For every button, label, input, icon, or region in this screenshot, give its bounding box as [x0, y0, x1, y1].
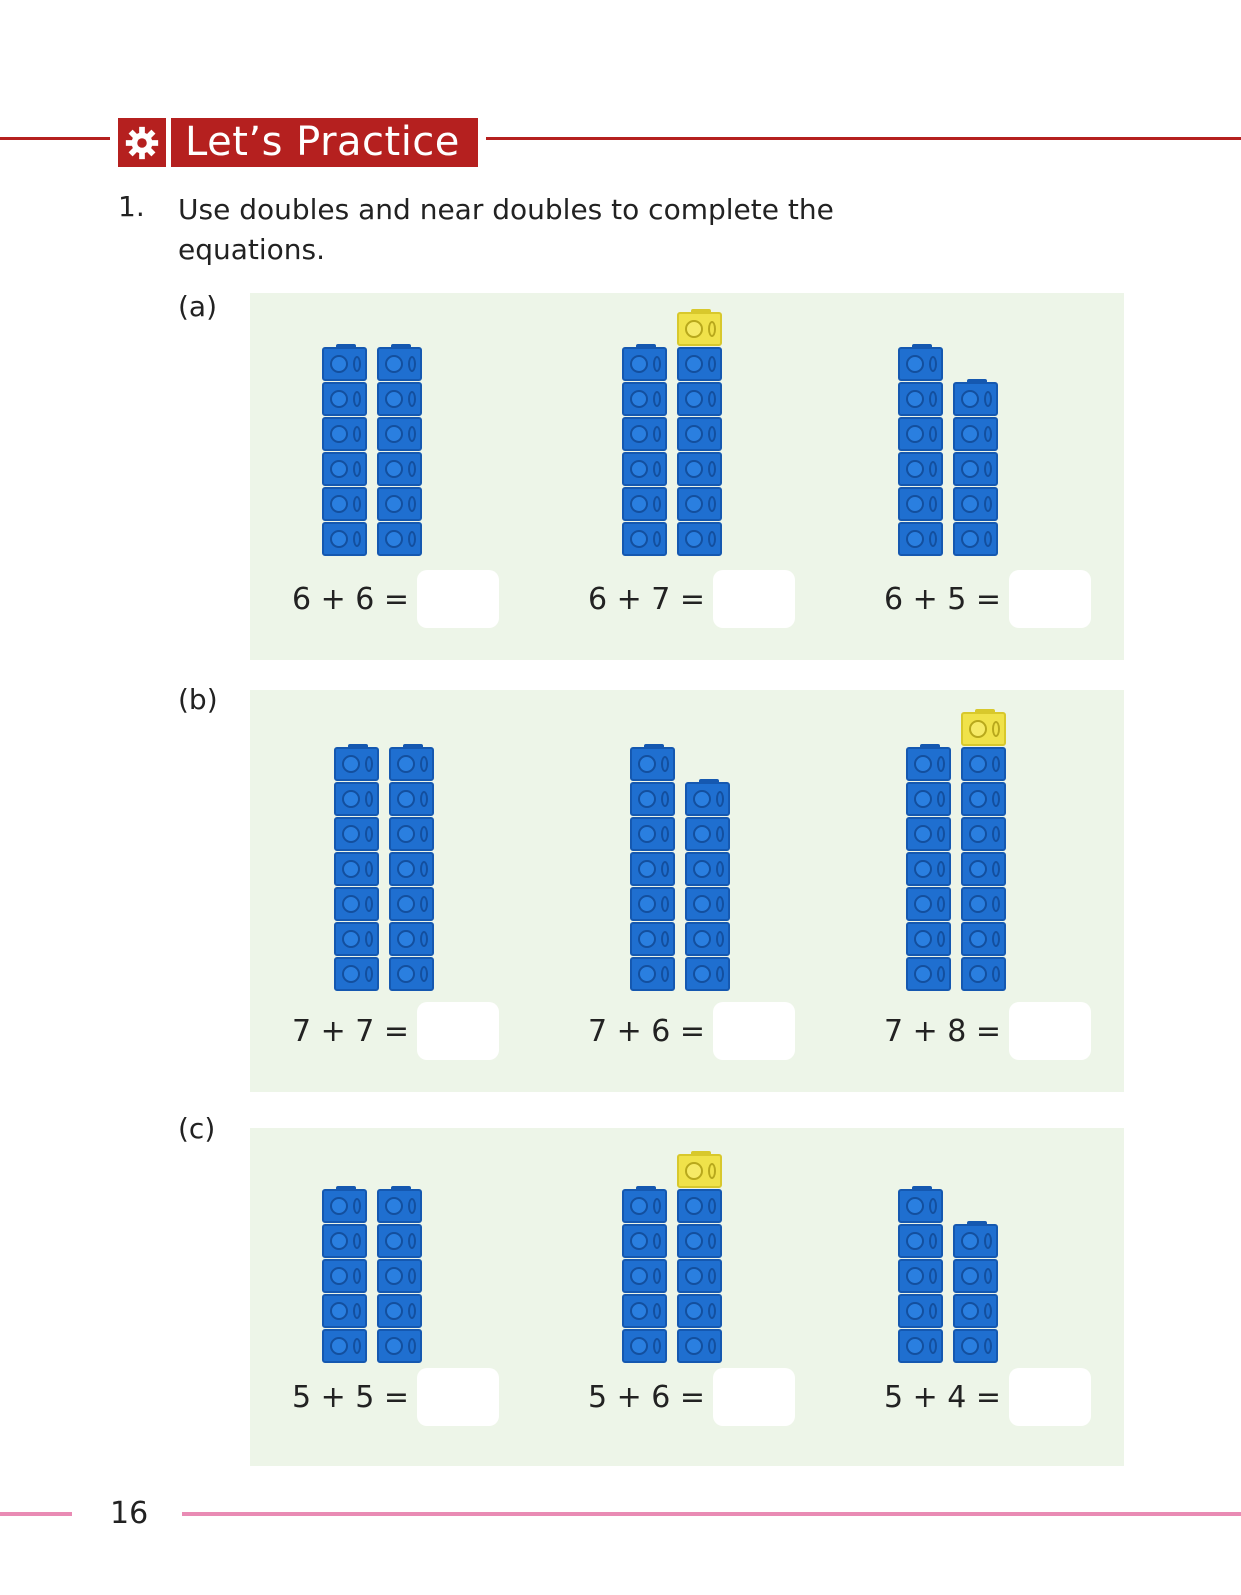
blue-cube — [322, 417, 367, 451]
blue-cube — [389, 817, 434, 851]
blue-cube — [898, 347, 943, 381]
blue-cube — [622, 1259, 667, 1293]
blue-cube — [389, 887, 434, 921]
blue-cube — [953, 522, 998, 556]
blue-cube — [685, 887, 730, 921]
answer-box[interactable] — [1009, 570, 1091, 628]
blue-cube — [953, 382, 998, 416]
blue-cube — [622, 452, 667, 486]
blue-cube — [322, 487, 367, 521]
header-rule-right — [486, 137, 1241, 140]
yellow-cube — [677, 312, 722, 346]
blue-cube — [906, 922, 951, 956]
blue-cube — [622, 417, 667, 451]
blue-cube — [677, 522, 722, 556]
equation-text: 5 + 6 = — [588, 1379, 706, 1415]
blue-cube — [622, 1224, 667, 1258]
blue-cube — [898, 417, 943, 451]
blue-cube — [685, 817, 730, 851]
blue-cube — [630, 747, 675, 781]
blue-cube — [322, 1294, 367, 1328]
blue-cube — [898, 1329, 943, 1363]
blue-cube — [622, 1189, 667, 1223]
blue-cube — [389, 922, 434, 956]
footer-rule-left — [0, 1512, 72, 1516]
blue-cube — [322, 1259, 367, 1293]
page-number: 16 — [110, 1496, 149, 1531]
blue-cube — [389, 957, 434, 991]
blue-cube — [377, 1224, 422, 1258]
blue-cube — [677, 487, 722, 521]
blue-cube — [322, 1329, 367, 1363]
part-label-c: (c) — [178, 1112, 216, 1145]
equation-a3 — [884, 570, 1091, 628]
blue-cube — [377, 1259, 422, 1293]
panel-b — [250, 690, 1124, 1092]
gear-icon — [123, 124, 161, 162]
blue-cube — [953, 1329, 998, 1363]
blue-cube — [334, 852, 379, 886]
blue-cube — [389, 852, 434, 886]
blue-cube — [322, 1224, 367, 1258]
equation-b1 — [292, 1002, 499, 1060]
blue-cube — [322, 382, 367, 416]
blue-cube — [377, 347, 422, 381]
question-number: 1. — [118, 190, 145, 223]
answer-box[interactable] — [417, 1368, 499, 1426]
blue-cube — [677, 1294, 722, 1328]
blue-cube — [334, 817, 379, 851]
equation-text: 7 + 7 = — [292, 1013, 410, 1049]
equation-text: 7 + 8 = — [884, 1013, 1002, 1049]
blue-cube — [377, 382, 422, 416]
part-label-a: (a) — [178, 290, 218, 323]
blue-cube — [334, 782, 379, 816]
yellow-cube — [677, 1154, 722, 1188]
answer-box[interactable] — [713, 1368, 795, 1426]
blue-cube — [898, 522, 943, 556]
equation-c2 — [588, 1368, 795, 1426]
blue-cube — [953, 1259, 998, 1293]
blue-cube — [322, 347, 367, 381]
blue-cube — [622, 1329, 667, 1363]
blue-cube — [630, 887, 675, 921]
blue-cube — [334, 747, 379, 781]
blue-cube — [630, 782, 675, 816]
blue-cube — [898, 452, 943, 486]
answer-box[interactable] — [1009, 1002, 1091, 1060]
answer-box[interactable] — [417, 1002, 499, 1060]
blue-cube — [953, 1294, 998, 1328]
blue-cube — [677, 452, 722, 486]
blue-cube — [322, 1189, 367, 1223]
blue-cube — [377, 522, 422, 556]
header-badge — [118, 118, 166, 167]
blue-cube — [898, 1224, 943, 1258]
blue-cube — [685, 922, 730, 956]
blue-cube — [677, 1189, 722, 1223]
blue-cube — [898, 1189, 943, 1223]
blue-cube — [961, 957, 1006, 991]
blue-cube — [961, 782, 1006, 816]
blue-cube — [961, 852, 1006, 886]
blue-cube — [953, 417, 998, 451]
blue-cube — [906, 747, 951, 781]
page-title: Let’s Practice — [171, 118, 478, 167]
blue-cube — [685, 782, 730, 816]
blue-cube — [377, 1189, 422, 1223]
blue-cube — [685, 852, 730, 886]
header-rule-left — [0, 137, 110, 140]
blue-cube — [389, 782, 434, 816]
blue-cube — [630, 922, 675, 956]
equation-text: 6 + 7 = — [588, 581, 706, 617]
blue-cube — [906, 817, 951, 851]
blue-cube — [677, 347, 722, 381]
equation-c1 — [292, 1368, 499, 1426]
equation-b3 — [884, 1002, 1091, 1060]
answer-box[interactable] — [417, 570, 499, 628]
blue-cube — [898, 487, 943, 521]
blue-cube — [953, 452, 998, 486]
blue-cube — [622, 522, 667, 556]
blue-cube — [622, 347, 667, 381]
answer-box[interactable] — [713, 1002, 795, 1060]
equation-a2 — [588, 570, 795, 628]
blue-cube — [906, 852, 951, 886]
blue-cube — [334, 957, 379, 991]
panel-a — [250, 293, 1124, 660]
blue-cube — [953, 1224, 998, 1258]
blue-cube — [906, 957, 951, 991]
blue-cube — [677, 382, 722, 416]
blue-cube — [334, 922, 379, 956]
panel-c — [250, 1128, 1124, 1466]
part-label-b: (b) — [178, 683, 218, 716]
equation-text: 5 + 4 = — [884, 1379, 1002, 1415]
equation-text: 6 + 5 = — [884, 581, 1002, 617]
footer-rule-right — [182, 1512, 1241, 1516]
blue-cube — [377, 452, 422, 486]
blue-cube — [622, 1294, 667, 1328]
blue-cube — [685, 957, 730, 991]
blue-cube — [677, 1329, 722, 1363]
blue-cube — [630, 957, 675, 991]
blue-cube — [677, 417, 722, 451]
blue-cube — [630, 852, 675, 886]
blue-cube — [630, 817, 675, 851]
blue-cube — [377, 1294, 422, 1328]
blue-cube — [677, 1224, 722, 1258]
blue-cube — [961, 747, 1006, 781]
blue-cube — [953, 487, 998, 521]
question-text: Use doubles and near doubles to complete the equations. — [178, 193, 834, 266]
blue-cube — [377, 487, 422, 521]
blue-cube — [898, 382, 943, 416]
equation-text: 5 + 5 = — [292, 1379, 410, 1415]
blue-cube — [334, 887, 379, 921]
equation-c3 — [884, 1368, 1091, 1426]
blue-cube — [322, 522, 367, 556]
blue-cube — [961, 887, 1006, 921]
blue-cube — [322, 452, 367, 486]
answer-box[interactable] — [1009, 1368, 1091, 1426]
blue-cube — [389, 747, 434, 781]
blue-cube — [961, 817, 1006, 851]
blue-cube — [622, 382, 667, 416]
blue-cube — [622, 487, 667, 521]
equation-b2 — [588, 1002, 795, 1060]
equation-a1 — [292, 570, 499, 628]
blue-cube — [961, 922, 1006, 956]
blue-cube — [898, 1294, 943, 1328]
equation-text: 7 + 6 = — [588, 1013, 706, 1049]
blue-cube — [377, 417, 422, 451]
blue-cube — [906, 887, 951, 921]
blue-cube — [677, 1259, 722, 1293]
blue-cube — [898, 1259, 943, 1293]
yellow-cube — [961, 712, 1006, 746]
blue-cube — [906, 782, 951, 816]
answer-box[interactable] — [713, 570, 795, 628]
equation-text: 6 + 6 = — [292, 581, 410, 617]
blue-cube — [377, 1329, 422, 1363]
